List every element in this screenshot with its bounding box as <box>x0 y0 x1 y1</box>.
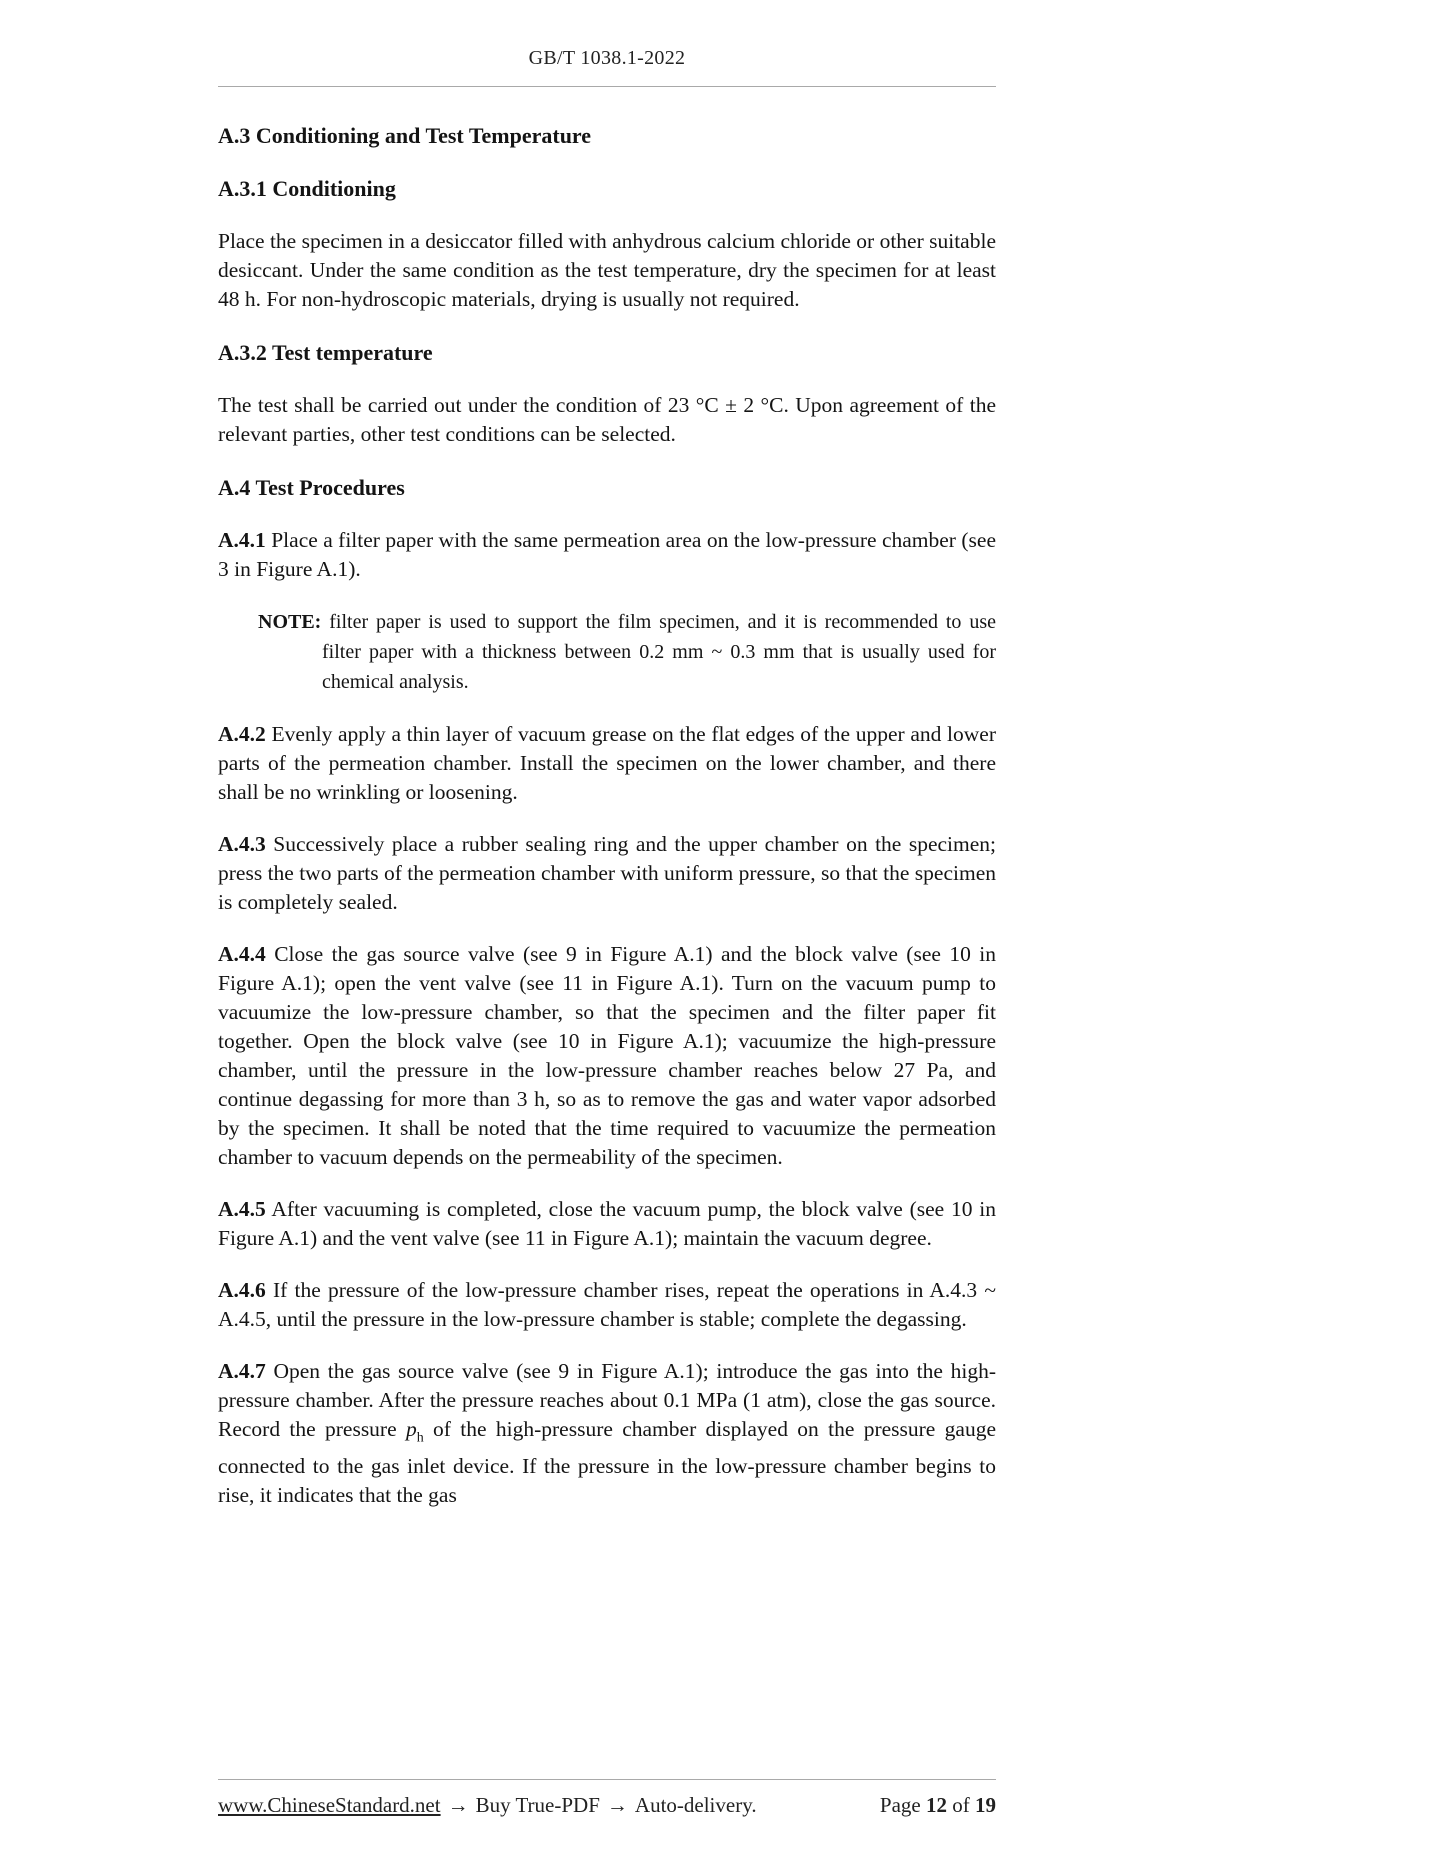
footer-divider <box>218 1779 996 1780</box>
page-label: Page <box>879 1793 921 1817</box>
paragraph-a3-1: Place the specimen in a desiccator filled with anhydrous calcium chloride or other suitable desiccant. Under the same condition as the test temperature, dry the specimen for at least 48 h. For non-hydroscopic materials, drying is usually not required. <box>218 229 996 311</box>
paragraph-lead: A.4.1 <box>218 528 266 552</box>
paragraph-text: Evenly apply a thin layer of vacuum grease on the flat edges of the upper and lower parts of the permeation chamber. Install the specimen on the lower chamber, and there shall be no wrinkling or loosening. <box>218 722 996 804</box>
header-divider <box>218 86 996 87</box>
of-label: of <box>952 1793 970 1817</box>
content-column <box>218 46 996 1533</box>
paragraph-lead: A.4.4 <box>218 942 266 966</box>
standard-number: GB/T 1038.1-2022 <box>528 47 686 69</box>
paragraph-text: Place a filter paper with the same permeation area on the low-pressure chamber (see 3 in Figure A.1). <box>218 528 997 581</box>
paragraph-lead: A.4.3 <box>218 832 266 856</box>
paragraph-a4-3 <box>218 830 996 917</box>
paragraph-text: of the high-pressure chamber displayed on the pressure gauge connected to the gas inlet device. If the pressure in the low-pressure chamber begins to rise, it indicates that the gas <box>218 1417 996 1508</box>
section-heading-a3-1: A.3.1 Conditioning <box>218 176 396 201</box>
paragraph-text: Open the gas source valve (see 9 in Figure A.1); introduce the gas into the high-pressure chamber. After the pressure reaches about 0.1 MPa (1 atm), close the gas source. Record the pressure <box>218 1359 997 1441</box>
paragraph-lead: A.4.2 <box>218 722 266 746</box>
paragraph-a4-1 <box>218 526 996 584</box>
footer-row <box>218 1793 996 1818</box>
section-heading-a4: A.4 Test Procedures <box>218 475 405 500</box>
website-link[interactable]: www.ChineseStandard.net <box>218 1793 441 1817</box>
note-label: NOTE: <box>258 611 322 633</box>
paragraph-text: Successively place a rubber sealing ring and the upper chamber on the specimen; press the two parts of the permeation chamber with uniform pressure, so that the specimen is completely sealed. <box>218 832 996 914</box>
page-total: 19 <box>975 1793 996 1817</box>
note-block <box>218 607 996 697</box>
page-current: 12 <box>926 1793 947 1817</box>
footer-source-line <box>218 1793 757 1818</box>
paragraph-a3-2: The test shall be carried out under the condition of 23 °C ± 2 °C. Upon agreement of the relevant parties, other test conditions can be selected. <box>218 393 996 446</box>
paragraph-a4-7 <box>218 1357 996 1510</box>
paragraph-lead: A.4.5 <box>218 1197 266 1221</box>
page-number <box>880 1793 996 1818</box>
paragraph-a4-5 <box>218 1195 996 1253</box>
paragraph-text: After vacuuming is completed, close the vacuum pump, the block valve (see 10 in Figure A.1) and the vent valve (see 11 in Figure A.1); maintain the vacuum degree. <box>218 1197 996 1250</box>
paragraph-lead: A.4.7 <box>218 1359 266 1383</box>
paragraph-text: If the pressure of the low-pressure chamber rises, repeat the operations in A.4.3 ~ A.4.5, until the pressure in the low-pressure chamber is stable; complete the degassing. <box>218 1278 997 1331</box>
paragraph-lead: A.4.6 <box>218 1278 266 1302</box>
note-text: filter paper is used to support the film specimen, and it is recommended to use filter paper with a thickness between 0.2 mm ~ 0.3 mm that is usually used for chemical analysis. <box>322 611 996 693</box>
buy-true-pdf-text: Buy True-PDF <box>475 1793 600 1817</box>
section-heading-a3-2: A.3.2 Test temperature <box>218 340 433 365</box>
section-heading-a3: A.3 Conditioning and Test Temperature <box>218 123 592 148</box>
paragraph-a4-2 <box>218 720 996 807</box>
paragraph-text: Close the gas source valve (see 9 in Figure A.1) and the block valve (see 10 in Figure A.1); open the vent valve (see 11 in Figure A.1). Turn on the vacuum pump to vacuumize the low-pressure chamber, so that the specimen and the filter paper fit together. Open the block valve (see 10 in Figure A.1); vacuumize the high-pressure chamber, until the pressure in the low-pressure chamber reaches below 27 Pa, and continue degassing for more than 3 h, so as to remove the gas and water vapor adsorbed by the specimen. It shall be noted that the time required to vacuumize the permeation chamber to vacuum depends on the permeability of the specimen. <box>218 942 996 1169</box>
pressure-subscript: h <box>416 1430 424 1446</box>
document-body <box>218 121 996 1510</box>
arrow-right-icon: → <box>606 1793 628 1817</box>
paragraph-a4-4 <box>218 940 996 1172</box>
page-header <box>218 46 996 87</box>
auto-delivery-text: Auto-delivery. <box>634 1793 757 1817</box>
arrow-right-icon: → <box>447 1793 469 1817</box>
paragraph-a4-6 <box>218 1276 996 1334</box>
pressure-symbol: p <box>405 1417 417 1441</box>
page-footer <box>218 1779 996 1818</box>
